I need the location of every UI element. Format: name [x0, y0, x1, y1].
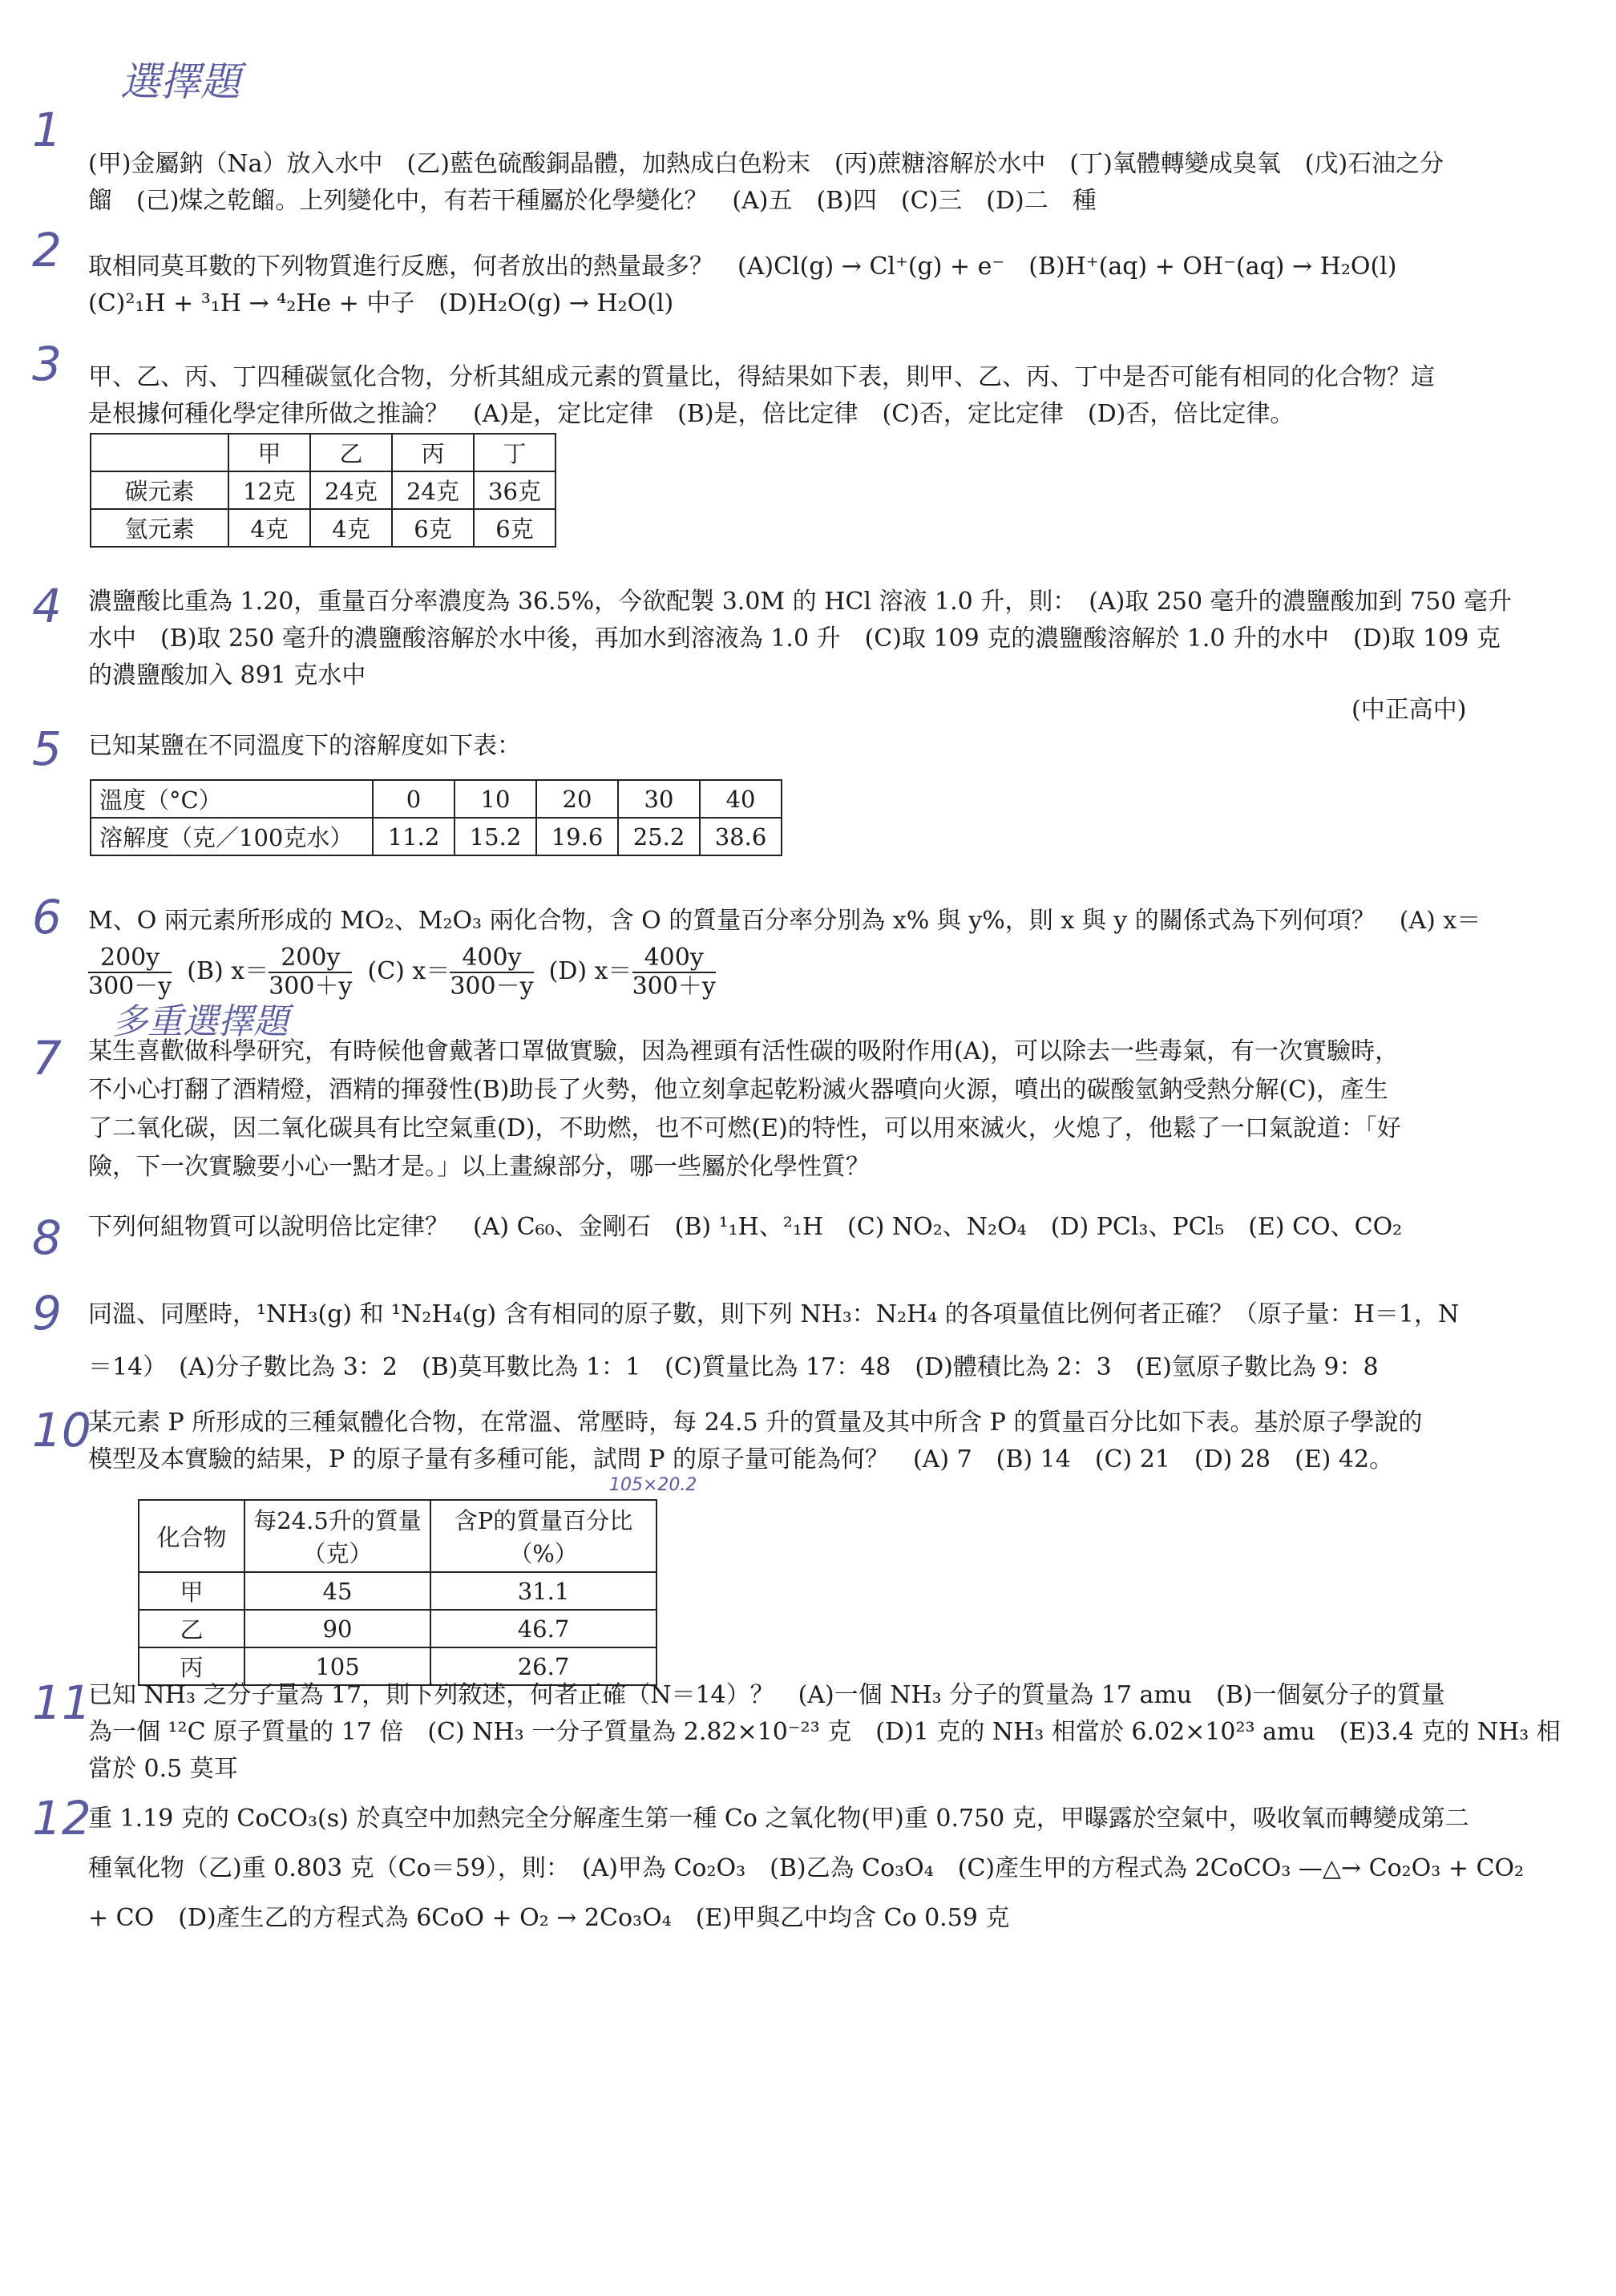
question-4-source: (中正高中): [1351, 696, 1467, 724]
handwritten-section-title-multi: 多重選擇題: [112, 1001, 289, 1042]
question-7-line-3: 了二氧化碳，因二氧化碳具有比空氣重(D)，不助燃，也不可燃(E)的特性，可以用來滅火，火熄了，他鬆了一口氣說道：「好: [88, 1114, 1401, 1142]
question-number: 12: [32, 1791, 91, 1845]
question-number: 11: [32, 1676, 91, 1730]
table-cell: 25.2: [618, 818, 700, 855]
table-header-cell: 丙: [392, 434, 474, 471]
table-cell: 105: [244, 1647, 430, 1685]
question-7: [88, 1033, 1467, 1186]
question-4-line-3: 的濃鹽酸加入 891 克水中: [88, 661, 366, 689]
question-number: 8: [32, 1211, 62, 1265]
question-7-line-1: 某生喜歡做科學研究，有時候他會戴著口罩做實驗，因為裡頭有活性碳的吸附作用(A)，可以除去一些毒氣，有一次實驗時，: [88, 1037, 1400, 1065]
question-11-line-1: 已知 NH₃ 之分子量為 17，則下列敘述，何者正確（N＝14）？ (A)一個 NH₃ 分子的質量為 17 amu (B)一個氨分子的質量: [88, 1681, 1445, 1709]
table-header-cell: 甲: [228, 434, 310, 471]
question-number: 7: [32, 1031, 62, 1085]
table-header-cell: 丁: [474, 434, 556, 471]
question-5-table: [90, 779, 782, 856]
table-cell: 12克: [228, 471, 310, 509]
table-cell: 90: [244, 1610, 430, 1647]
question-2-line-2: (C)²₁H + ³₁H → ⁴₂He + 中子 (D)H₂O(g) → H₂O(l): [88, 289, 674, 317]
question-number: 3: [32, 337, 62, 391]
table-cell: 6克: [474, 509, 556, 547]
table-header-cell: 含P的質量百分比（%）: [430, 1500, 656, 1572]
fraction-numerator: 200y: [269, 944, 352, 973]
fraction-d: [632, 944, 716, 1000]
table-header-cell: 化合物: [139, 1500, 244, 1572]
table-row: [91, 780, 782, 818]
question-9-line-1: 同溫、同壓時，¹NH₃(g) 和 ¹N₂H₄(g) 含有相同的原子數，則下列 NH₃：N₂H₄ 的各項量值比例何者正確？（原子量：H＝1，N: [88, 1300, 1460, 1328]
question-number: 5: [32, 722, 62, 776]
question-7-line-2: 不小心打翻了酒精燈，酒精的揮發性(B)助長了火勢，他立刻拿起乾粉滅火器噴向火源，噴出的碳酸氫鈉受熱分解(C)，產生: [88, 1076, 1388, 1104]
question-12-line-1: 重 1.19 克的 CoCO₃(s) 於真空中加熱完全分解產生第一種 Co 之氧化物(甲)重 0.750 克，甲曝露於空氣中，吸收氧而轉變成第二: [88, 1805, 1469, 1833]
question-11-line-2: 為一個 ¹²C 原子質量的 17 倍 (C) NH₃ 一分子質量為 2.82×10⁻²³ 克 (D)1 克的 NH₃ 相當於 6.02×10²³ amu (E)3.4 克的 NH₃ 相: [88, 1718, 1561, 1746]
table-cell: 26.7: [430, 1647, 656, 1685]
question-11-line-3: 當於 0.5 莫耳: [88, 1755, 238, 1783]
table-cell: 46.7: [430, 1610, 656, 1647]
table-cell: 6克: [392, 509, 474, 547]
table-cell: 24克: [392, 471, 474, 509]
handwritten-margin-note: 105×20.2: [609, 1475, 697, 1495]
table-cell: 氫元素: [91, 509, 228, 547]
table-cell: 4克: [310, 509, 392, 547]
table-row: [91, 471, 556, 509]
fraction-numerator: 400y: [450, 944, 533, 973]
table-cell: 15.2: [454, 818, 536, 855]
question-6-line-1: M、O 兩元素所形成的 MO₂、M₂O₃ 兩化合物，含 O 的質量百分率分別為 x% 與 y%，則 x 與 y 的關係式為下列何項？ (A) x＝: [88, 907, 1481, 935]
question-1-line-2: 餾 (己)煤之乾餾。上列變化中，有若干種屬於化學變化？ (A)五 (B)四 (C)三 (D)二 種: [88, 187, 1097, 215]
table-row: [91, 818, 782, 855]
table-cell: 甲: [139, 1572, 244, 1610]
table-cell: 40: [700, 780, 782, 818]
handwritten-section-title-single: 選擇題: [120, 59, 240, 105]
question-3-table: [90, 433, 556, 548]
question-3: [88, 359, 1467, 433]
question-1: [88, 146, 1467, 220]
fraction-a: [88, 944, 172, 1000]
option-d-label: (D) x＝: [548, 957, 632, 985]
table-cell: 30: [618, 780, 700, 818]
question-number: 10: [32, 1403, 91, 1457]
question-2: [88, 249, 1467, 322]
table-cell: 24克: [310, 471, 392, 509]
fraction-denominator: 300＋y: [632, 972, 716, 1000]
question-9: [88, 1283, 1467, 1400]
table-cell: 0: [373, 780, 454, 818]
question-2-line-1: 取相同莫耳數的下列物質進行反應，何者放出的熱量最多？ (A)Cl(g) → Cl⁺(g) + e⁻ (B)H⁺(aq) + OH⁻(aq) → H₂O(l): [88, 253, 1397, 281]
question-3-line-1: 甲、乙、丙、丁四種碳氫化合物，分析其組成元素的質量比，得結果如下表，則甲、乙、丙、丁中是否可能有相同的化合物？這: [88, 363, 1435, 391]
question-4: [88, 584, 1512, 694]
table-header-cell: 乙: [310, 434, 392, 471]
table-header-cell: 每24.5升的質量（克）: [244, 1500, 430, 1572]
question-10-line-2: 模型及本實驗的結果，P 的原子量有多種可能，試問 P 的原子量可能為何？ (A) 7 (B) 14 (C) 21 (D) 28 (E) 42。: [88, 1445, 1394, 1473]
table-cell: 丙: [139, 1647, 244, 1685]
table-cell: 36克: [474, 471, 556, 509]
table-cell: 乙: [139, 1610, 244, 1647]
table-row: [139, 1572, 656, 1610]
question-number: 2: [32, 223, 62, 277]
table-row: [139, 1610, 656, 1647]
fraction-denominator: 300－y: [450, 972, 534, 1000]
fraction-numerator: 400y: [632, 944, 716, 973]
table-cell: 45: [244, 1572, 430, 1610]
fraction-c: [450, 944, 533, 1000]
question-12-line-2: 種氧化物（乙)重 0.803 克（Co＝59），則： (A)甲為 Co₂O₃ (B)乙為 Co₃O₄ (C)產生甲的方程式為 2CoCO₃ —△→ Co₂O₃ + CO₂: [88, 1854, 1525, 1882]
question-10-table: [138, 1499, 657, 1686]
question-5-line-1: 已知某鹽在不同溫度下的溶解度如下表：: [88, 732, 521, 760]
table-cell: 4克: [228, 509, 310, 547]
question-12: [88, 1794, 1525, 1943]
option-b-label: (B) x＝: [187, 957, 269, 985]
question-10: [88, 1405, 1467, 1478]
table-cell: 碳元素: [91, 471, 228, 509]
question-9-line-2: ＝14） (A)分子數比為 3：2 (B)莫耳數比為 1：1 (C)質量比為 17：48 (D)體積比為 2：3 (E)氫原子數比為 9：8: [88, 1353, 1379, 1381]
question-4-line-2: 水中 (B)取 250 毫升的濃鹽酸溶解於水中後，再加水到溶液為 1.0 升 (C)取 109 克的濃鹽酸溶解於 1.0 升的水中 (D)取 109 克: [88, 625, 1501, 653]
fraction-denominator: 300－y: [88, 972, 172, 1000]
option-c-label: (C) x＝: [367, 957, 450, 985]
question-12-line-3: + CO (D)產生乙的方程式為 6CoO + O₂ → 2Co₃O₄ (E)甲與乙中均含 Co 0.59 克: [88, 1904, 1010, 1932]
fraction-b: [269, 944, 352, 1000]
table-cell: 19.6: [536, 818, 618, 855]
table-cell: 10: [454, 780, 536, 818]
question-number: 6: [32, 890, 62, 944]
fraction-denominator: 300＋y: [269, 972, 353, 1000]
question-6-line-2: [88, 944, 1467, 1000]
table-header-cell: [91, 434, 228, 471]
question-number: 9: [32, 1286, 62, 1340]
question-5: [88, 728, 1467, 765]
table-cell: 溶解度（克／100克水）: [91, 818, 373, 855]
question-7-line-4: 險，下一次實驗要小心一點才是。」以上畫線部分，哪一些屬於化學性質？: [88, 1153, 870, 1181]
table-cell: 20: [536, 780, 618, 818]
question-3-line-2: 是根據何種化學定律所做之推論？ (A)是，定比定律 (B)是，倍比定律 (C)否，定比定律 (D)否，倍比定律。: [88, 400, 1295, 428]
question-number: 1: [32, 103, 62, 157]
fraction-numerator: 200y: [88, 944, 172, 973]
question-6: [88, 903, 1481, 1000]
table-cell: 38.6: [700, 818, 782, 855]
table-row: [91, 509, 556, 547]
table-cell: 溫度（°C）: [91, 780, 373, 818]
question-4-line-1: 濃鹽酸比重為 1.20，重量百分率濃度為 36.5%，今欲配製 3.0M 的 HCl 溶液 1.0 升，則： (A)取 250 毫升的濃鹽酸加到 750 毫升: [88, 588, 1512, 616]
question-8-line-1: 下列何組物質可以說明倍比定律？ (A) C₆₀、金剛石 (B) ¹₁H、²₁H (C) NO₂、N₂O₄ (D) PCl₃、PCl₅ (E) CO、CO₂: [88, 1213, 1403, 1241]
question-1-line-1: (甲)金屬鈉（Na）放入水中 (乙)藍色硫酸銅晶體，加熱成白色粉末 (丙)蔗糖溶解於水中 (丁)氧體轉變成臭氧 (戊)石油之分: [88, 150, 1444, 178]
question-11: [88, 1677, 1561, 1788]
table-cell: 31.1: [430, 1572, 656, 1610]
question-number: 4: [32, 579, 62, 633]
question-10-line-1: 某元素 P 所形成的三種氣體化合物，在常溫、常壓時，每 24.5 升的質量及其中所含 P 的質量百分比如下表。基於原子學說的: [88, 1409, 1423, 1437]
question-8: [88, 1209, 1467, 1246]
table-cell: 11.2: [373, 818, 454, 855]
